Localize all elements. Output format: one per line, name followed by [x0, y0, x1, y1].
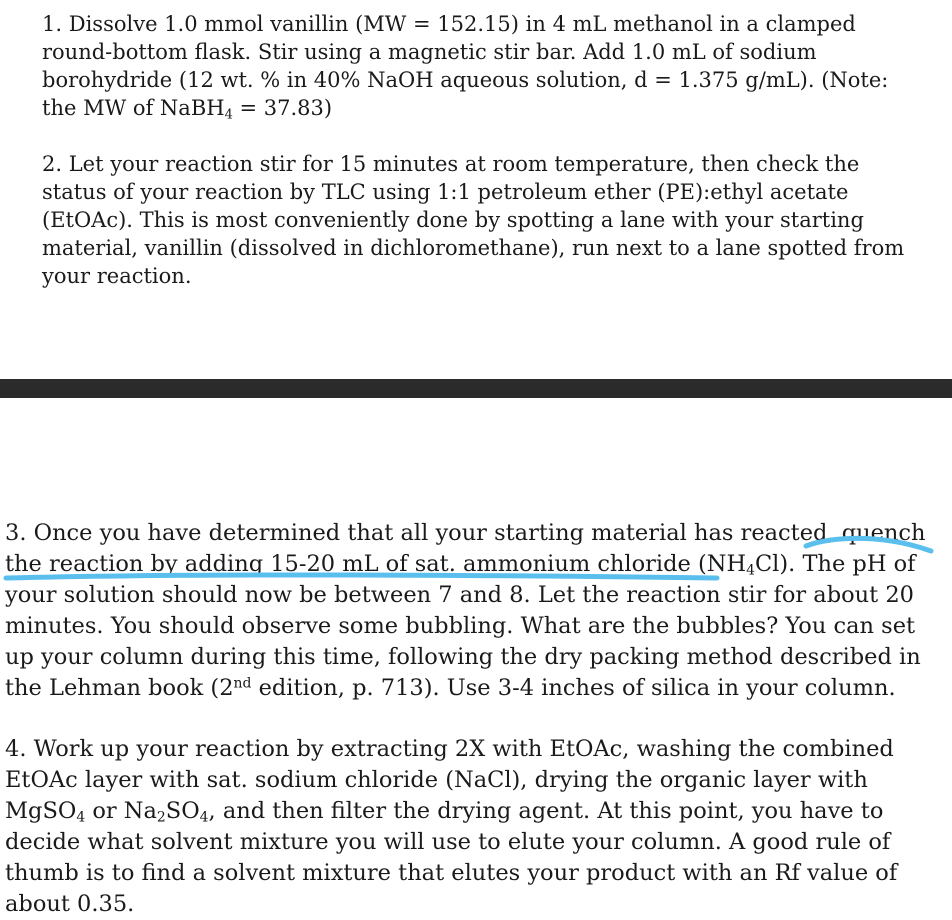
step-2-number: 2. [42, 152, 63, 176]
step-3-text-end: edition, p. 713). Use 3-4 inches of silica in your column. [251, 675, 896, 701]
step-1-paragraph [42, 10, 922, 122]
step-2-paragraph [42, 150, 922, 290]
step-4-subscript-3: 4 [199, 809, 209, 826]
step-4-text-end: , and then filter the drying agent. At this point, you have to decide what solvent mixture you will use to elute your column. A good rule of thumb is to find a solvent mixture that elutes your product with an Rf value of about 0.35. [5, 798, 898, 917]
step-4-text-2: or Na [85, 798, 157, 824]
step-2-text: Let your reaction stir for 15 minutes at room temperature, then check the status of your reaction by TLC using 1:1 petroleum ether (PE):ethyl acetate (EtOAc). This is most conveniently done by spotting a lane with your starting material, vanillin (dissolved in dichloromethane), run next to a lane spotted from your reaction. [42, 152, 905, 288]
step-4-subscript-2: 2 [156, 809, 166, 826]
step-1-number: 1. [42, 12, 63, 36]
step-1-subscript: 4 [224, 107, 233, 123]
step-3-highlight-subscript: 4 [746, 562, 755, 579]
step-1-text-end: = 37.83) [232, 96, 333, 120]
step-4-text: Work up your reaction by extracting 2X with EtOAc, washing the combined EtOAc layer with sat. sodium chloride (NaCl), drying the organic layer with MgSO [5, 736, 894, 824]
step-3-superscript: nd [233, 675, 252, 692]
step-4-subscript-1: 4 [76, 809, 86, 826]
step-3-highlight-end: Cl) [754, 551, 789, 577]
step-1-text: Dissolve 1.0 mmol vanillin (MW = 152.15) in 4 mL methanol in a clamped round-bottom flask. Stir using a magnetic stir bar. Add 1.0 mL of sodium borohydride (12 wt. % in 40% NaOH aqueous solution, d = 1.375 g/mL). (Note: the MW of NaBH [42, 12, 889, 120]
step-3-highlight-main: quench the reaction by adding 15-20 mL of sat. ammonium chloride (NH [5, 520, 926, 577]
step-4-paragraph [5, 734, 945, 920]
step-3-text-middle: . The pH of your solution should now be between 7 and 8. Let the reaction stir for about 20 minutes. You should observe some bubbling. What are the bubbles? You can set up your column during this time, following the dry packing method described in the Lehman book (2 [5, 551, 921, 701]
instructions-page-top [42, 10, 922, 290]
step-3-paragraph [5, 518, 945, 704]
step-3-number: 3. [5, 520, 27, 546]
step-4-number: 4. [5, 736, 27, 762]
page-divider [0, 379, 952, 398]
step-4-text-3: SO [165, 798, 200, 824]
instructions-page-bottom [5, 518, 945, 920]
step-3-text: Once you have determined that all your starting material has reacted, [33, 520, 842, 546]
